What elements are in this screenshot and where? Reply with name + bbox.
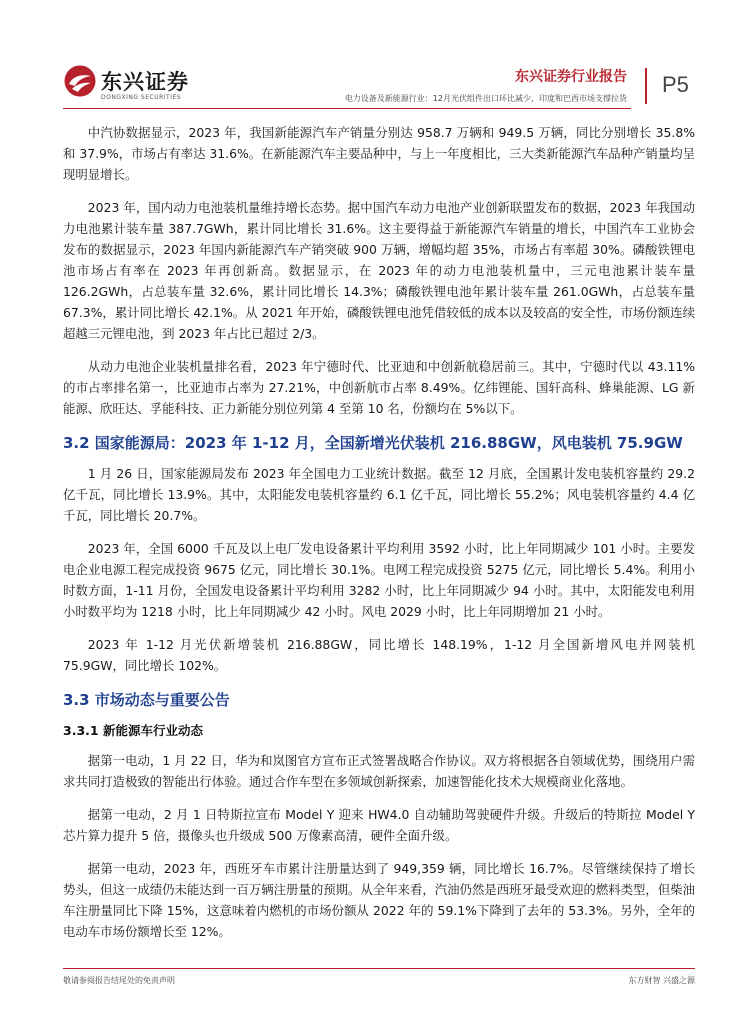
paragraph-power-capacity: 1 月 26 日，国家能源局发布 2023 年全国电力工业统计数据。截至 12 月底，全国累计发电装机容量约 29.2 亿千瓦，同比增长 13.9%。其中，太阳能发电装机容量约 6.1 亿千瓦，同比增长 55.2%；风电装机容量约 4.4 亿千瓦，同比增长 20.7%。 (63, 466, 695, 523)
footer-slogan: 东方财智 兴盛之源 (628, 976, 695, 985)
subsection-heading-3-3-1: 3.3.1 新能源车行业动态 (63, 723, 203, 738)
report-subtitle: 电力设备及新能源行业：12月光伏组件出口环比减少，印度和巴西市场支撑拉货 (344, 94, 627, 103)
paragraph-spain-market: 据第一电动，2023 年，西班牙车市累计注册量达到了 949,359 辆，同比增长 16.7%。尽管继续保持了增长势头，但这一成绩仍未能达到一百万辆注册量的预期。从全年来看，汽油仍然是西班牙最受欢迎的燃料类型，但柴油车注册量同比下降 15%，这意味着内燃机的市场份额从 2022 年的 59.1%下降到了去年的 53.3%。另外，全年的电动车市场份额增长至 12%。 (63, 861, 695, 939)
company-logo (63, 64, 213, 106)
header-divider (645, 68, 647, 104)
section-heading-3-2: 3.2 国家能源局：2023 年 1-12 月，全国新增光伏装机 216.88GW，风电装机 75.9GW (63, 434, 683, 452)
logo-text: 东兴证券 (101, 70, 189, 94)
logo-subtext: DONGXING SECURITIES (101, 94, 182, 101)
paragraph-utilization-hours: 2023 年，全国 6000 千瓦及以上电厂发电设备累计平均利用 3592 小时，比上年同期减少 101 小时。主要发电企业电源工程完成投资 9675 亿元，同比增长 30.1%。电网工程完成投资 5275 亿元，同比增长 5.4%。利用小时数方面，1-11 月份，全国发电设备累计平均利用 3282 小时，比上年同期减少 94 小时。其中，太阳能发电利用小时数平均为 1218 小时，比上年同期减少 42 小时。风电 2029 小时，比上年同期增加 21 小时。 (63, 541, 695, 619)
paragraph-battery-ranking: 从动力电池企业装机量排名看，2023 年宁德时代、比亚迪和中创新航稳居前三。其中，宁德时代以 43.11% 的市占率排名第一，比亚迪市占率为 27.21%，中创新航市占率 8.49%。亿纬锂能、国轩高科、蜂巢能源、LG 新能源、欣旺达、孚能科技、正力新能分别位列第 4 至第 10 名，份额均在 5%以下。 (63, 359, 695, 416)
paragraph-battery-installation: 2023 年，国内动力电池装机量维持增长态势。据中国汽车动力电池产业创新联盟发布的数据，2023 年我国动力电池累计装车量 387.7GWh，累计同比增长 31.6%。这主要得益于新能源汽车销量的增长，中国汽车工业协会发布的数据显示，2023 年国内新能源汽车产销突破 900 万辆，增幅均超 35%，市场占有率超 30%。磷酸铁锂电池市场占有率在 2023 年再创新高。数据显示，在 2023 年的动力电池装机量中，三元电池累计装车量 126.2GWh，占总装车量 32.6%，累计同比增长 14.3%；磷酸铁锂电池年累计装车量 261.0GWh，占总装车量 67.3%，累计同比增长 42.1%。从 2021 年开始，磷酸铁锂电池凭借较低的成本以及较高的安全性，市场份额连续超越三元锂电池，到 2023 年占比已超过 2/3。 (63, 200, 695, 341)
page-header (0, 0, 755, 112)
report-title: 东兴证券行业报告 (515, 69, 627, 85)
page-footer (63, 968, 695, 985)
paragraph-tesla-hw4: 据第一电动，2 月 1 日特斯拉宣布 Model Y 迎来 HW4.0 自动辅助驾驶硬件升级。升级后的特斯拉 Model Y 芯片算力提升 5 倍，摄像头也升级成 500 万像素高清，硬件全面升级。 (63, 807, 695, 843)
page-number: P5 (662, 72, 689, 97)
paragraph-nev-sales: 中汽协数据显示，2023 年，我国新能源汽车产销量分别达 958.7 万辆和 949.5 万辆，同比分别增长 35.8% 和 37.9%，市场占有率达 31.6%。在新能源汽车主要品种中，与上一年度相比，三大类新能源汽车品种产销量均呈现明显增长。 (63, 125, 695, 182)
logo-mark-icon (63, 64, 97, 98)
section-heading-3-3: 3.3 市场动态与重要公告 (63, 691, 230, 709)
paragraph-huawei-voyah: 据第一电动，1 月 22 日，华为和岚图官方宣布正式签署战略合作协议。双方将根据各自领域优势，围绕用户需求共同打造极致的智能出行体验。通过合作车型在多领域创新探索，加速智能化技术大规模商业化落地。 (63, 753, 695, 789)
report-body (63, 122, 695, 954)
paragraph-pv-wind-additions: 2023 年 1-12 月光伏新增装机 216.88GW，同比增长 148.19%，1-12 月全国新增风电并网装机 75.9GW，同比增长 102%。 (63, 637, 695, 673)
disclaimer-note: 敬请参阅报告结尾处的免责声明 (63, 976, 175, 985)
header-rule (63, 108, 631, 109)
